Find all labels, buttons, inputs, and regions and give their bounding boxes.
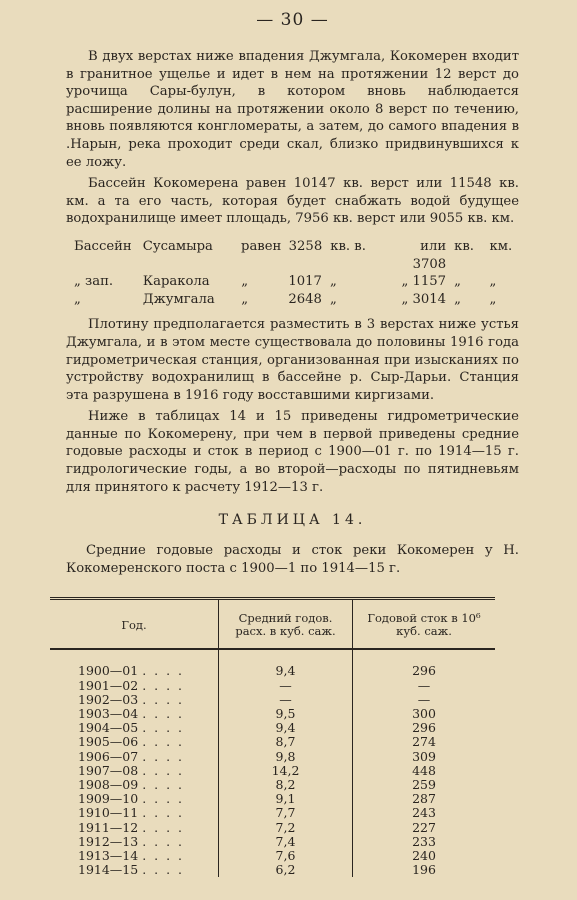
table-row <box>50 806 495 820</box>
table-body <box>50 649 495 877</box>
cell-year: 1910—11 . . . . <box>78 805 185 821</box>
runoff-table <box>50 597 495 877</box>
cell-mean-flow: 7,6 <box>219 849 353 863</box>
leader-dots: . . . . <box>142 777 185 793</box>
table-row <box>50 792 495 806</box>
table-row <box>50 835 495 849</box>
cell-year: 1909—10 . . . . <box>78 791 185 807</box>
cell-year: 1903—04 . . . . <box>78 706 185 722</box>
cell-annual-runoff: 309 <box>353 750 496 764</box>
leader-dots: . . . . <box>142 691 185 707</box>
cell-mean-flow: 7,7 <box>219 806 353 820</box>
paragraph-tables-intro: Ниже в таблицах 14 и 15 приведены гидрометрические данные по Кокомерену, при чем в первой приведены средние годовые расходы и сток в период с 1900—01 г. по 1914—15 г. гидрологические годы, а во второй—расходы по пятидневьям для принятого к расчету 1912—13 г. <box>66 409 519 495</box>
basin-row: Бассейн Сусамыра равен 3258 кв. в. или 3708 кв. км. <box>74 238 513 272</box>
cell-mean-flow: 9,5 <box>219 707 353 721</box>
leader-dots: . . . . <box>142 762 185 778</box>
cell-annual-runoff: 287 <box>353 792 496 806</box>
basin-area-list <box>74 238 519 308</box>
cell-annual-runoff: 296 <box>353 721 496 735</box>
cell-annual-runoff: 296 <box>353 649 496 678</box>
cell-year: 1902—03 . . . . <box>78 691 185 707</box>
cell-mean-flow: 9,1 <box>219 792 353 806</box>
cell-annual-runoff: 240 <box>353 849 496 863</box>
cell-year: 1907—08 . . . . <box>78 762 185 778</box>
header-annual-runoff: Годовой сток в 10⁶ куб. саж. <box>353 599 496 650</box>
cell-mean-flow: 7,2 <box>219 821 353 835</box>
table-row <box>50 863 495 877</box>
table-row <box>50 750 495 764</box>
cell-mean-flow: 8,2 <box>219 778 353 792</box>
table-row <box>50 821 495 835</box>
leader-dots: . . . . <box>142 848 185 864</box>
cell-mean-flow: 8,7 <box>219 735 353 749</box>
cell-annual-runoff: 300 <box>353 707 496 721</box>
basin-row: „ зап. Каракола „ 1017 „ „ 1157 „ „ <box>74 274 497 290</box>
table-row <box>50 693 495 707</box>
leader-dots: . . . . <box>142 819 185 835</box>
cell-year: 1905—06 . . . . <box>78 734 185 750</box>
cell-annual-runoff: — <box>353 679 496 693</box>
leader-dots: . . . . <box>142 706 185 722</box>
leader-dots: . . . . <box>142 862 185 878</box>
leader-dots: . . . . <box>142 805 185 821</box>
basin-row: „ Джумгала „ 2648 „ „ 3014 „ „ <box>74 291 497 307</box>
cell-mean-flow: — <box>219 693 353 707</box>
leader-dots: . . . . <box>142 720 185 736</box>
cell-year: 1900—01 . . . . <box>78 663 185 679</box>
table-row <box>50 735 495 749</box>
cell-year: 1912—13 . . . . <box>78 833 185 849</box>
cell-year: 1911—12 . . . . <box>78 819 185 835</box>
table-row <box>50 764 495 778</box>
table-title: ТАБЛИЦА 14. <box>218 512 367 529</box>
table-row <box>50 778 495 792</box>
leader-dots: . . . . <box>142 833 185 849</box>
paragraph-basin-area: Бассейн Кокомерена равен 10147 кв. верст или 11548 кв. км. а та его часть, которая будет снабжать водой будущее водохранилище имеет площадь, 7956 кв. верст или 9055 кв. км. <box>66 176 519 227</box>
cell-mean-flow: 6,2 <box>219 863 353 877</box>
cell-year: 1906—07 . . . . <box>78 748 185 764</box>
table-caption: Средние годовые расходы и сток реки Кокомерен у Н. Кокомеренского поста с 1900—1 по 1914—15 г. <box>66 543 519 576</box>
leader-dots: . . . . <box>142 734 185 750</box>
leader-dots: . . . . <box>142 748 185 764</box>
cell-annual-runoff: — <box>353 693 496 707</box>
cell-annual-runoff: 227 <box>353 821 496 835</box>
table-row <box>50 849 495 863</box>
table-row <box>50 679 495 693</box>
table-row <box>50 649 495 678</box>
cell-year: 1904—05 . . . . <box>78 720 185 736</box>
table-row <box>50 721 495 735</box>
cell-year: 1908—09 . . . . <box>78 777 185 793</box>
cell-annual-runoff: 196 <box>353 863 496 877</box>
cell-mean-flow: 9,4 <box>219 721 353 735</box>
cell-mean-flow: 9,4 <box>219 649 353 678</box>
leader-dots: . . . . <box>142 791 185 807</box>
page-number: — 30 — <box>256 10 329 30</box>
header-mean-flow: Средний годов. расх. в куб. саж. <box>219 599 353 650</box>
cell-year: 1901—02 . . . . <box>78 677 185 693</box>
cell-mean-flow: — <box>219 679 353 693</box>
paragraph-gorge: В двух верстах ниже впадения Джумгала, Кокомерен входит в гранитное ущелье и идет в нем на протяжении 12 верст до урочища Сары-булун, в котором вновь наблюдается расширение долины на протяжении около 8 верст по течению, вновь появляются конгломераты, а затем, до самого впадения в .Нарын, река проходит среди скал, близко придвинувшихся к ее ложу. <box>66 49 519 170</box>
paragraph-dam: Плотину предполагается разместить в 3 верстах ниже устья Джумгала, и в этом месте существовала до половины 1916 года гидрометрическая станция, организованная при изысканиях по устройству водохранилищ в бассейне р. Сыр-Дарьи. Станция эта разрушена в 1916 году восставшими киргизами. <box>66 317 519 403</box>
header-year: Год. <box>50 599 219 650</box>
leader-dots: . . . . <box>142 663 185 679</box>
cell-annual-runoff: 259 <box>353 778 496 792</box>
cell-annual-runoff: 243 <box>353 806 496 820</box>
leader-dots: . . . . <box>142 677 185 693</box>
cell-mean-flow: 9,8 <box>219 750 353 764</box>
cell-annual-runoff: 274 <box>353 735 496 749</box>
cell-annual-runoff: 448 <box>353 764 496 778</box>
cell-mean-flow: 7,4 <box>219 835 353 849</box>
cell-mean-flow: 14,2 <box>219 764 353 778</box>
cell-annual-runoff: 233 <box>353 835 496 849</box>
table-header-row <box>50 599 495 650</box>
cell-year: 1913—14 . . . . <box>78 848 185 864</box>
cell-year: 1914—15 . . . . <box>78 862 185 878</box>
table-row <box>50 707 495 721</box>
